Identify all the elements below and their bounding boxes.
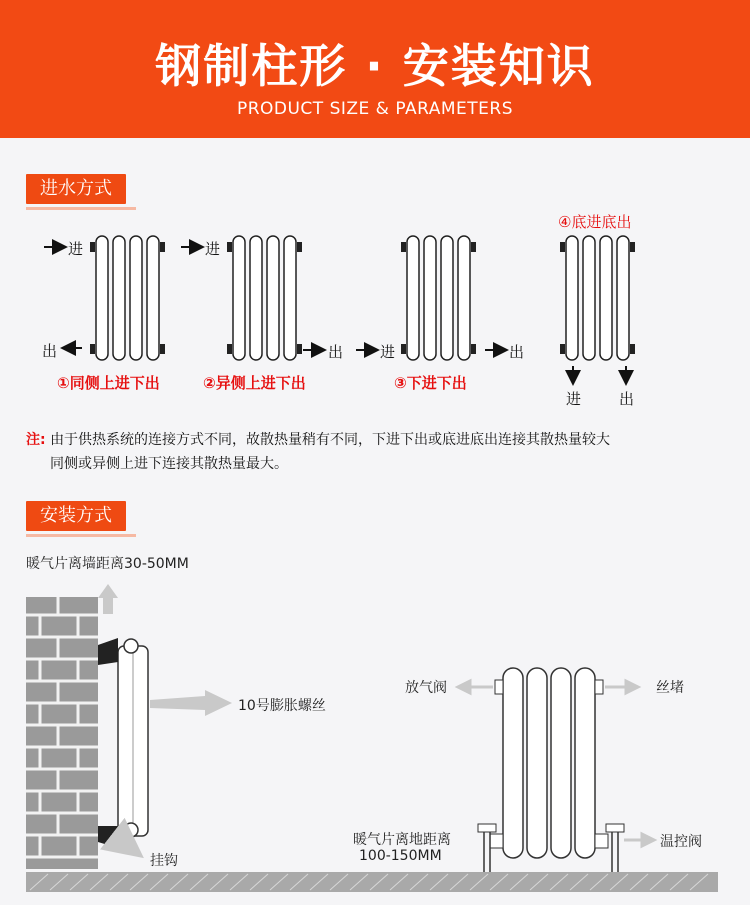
note-text bbox=[26, 428, 610, 476]
radiator-diagram-3 bbox=[356, 236, 505, 360]
note-prefix: 注: bbox=[26, 432, 46, 448]
in-label-3: 进 bbox=[380, 343, 396, 361]
floor bbox=[26, 872, 718, 892]
bolt-label: 10号膨胀螺丝 bbox=[238, 698, 326, 714]
out-label-1: 出 bbox=[42, 342, 58, 360]
in-label-1: 进 bbox=[68, 240, 84, 258]
in-label-2: 进 bbox=[205, 240, 221, 258]
in-label-4: 进 bbox=[566, 390, 582, 408]
radiator-diagram-4 bbox=[560, 236, 635, 382]
plug-label: 丝堵 bbox=[656, 680, 684, 696]
method-caption-1: ①同侧上进下出 bbox=[57, 374, 160, 392]
out-label-4: 出 bbox=[619, 390, 635, 408]
brick-wall bbox=[26, 597, 98, 869]
air-valve-label: 放气阀 bbox=[405, 680, 447, 696]
bolt-arrow-icon bbox=[150, 690, 232, 716]
page-subtitle: PRODUCT SIZE & PARAMETERS bbox=[236, 99, 514, 119]
radiator-front-view bbox=[478, 668, 624, 872]
plug-arrow-icon bbox=[605, 681, 638, 693]
floor-distance-label-2: 100-150MM bbox=[359, 848, 442, 864]
radiator-side-view bbox=[98, 638, 148, 848]
radiator-diagram-1 bbox=[44, 236, 165, 360]
wall-distance-label: 暖气片离墙距离30-50MM bbox=[26, 556, 189, 572]
method-caption-2: ②异侧上进下出 bbox=[203, 374, 306, 392]
out-label-2: 出 bbox=[328, 343, 344, 361]
section-tag-inlet: 进水方式 bbox=[26, 174, 126, 204]
page-title: 钢制柱形 · 安装知识 bbox=[155, 39, 595, 93]
hook-label: 挂钩 bbox=[150, 853, 178, 869]
floor-distance-label-1: 暖气片离地距离 bbox=[353, 832, 451, 848]
up-arrow-icon bbox=[98, 584, 118, 614]
method-caption-4: ④底进底出 bbox=[558, 213, 632, 231]
out-label-3: 出 bbox=[509, 343, 525, 361]
thermo-valve-arrow-icon bbox=[624, 834, 654, 846]
section-tag-install: 安装方式 bbox=[26, 501, 126, 531]
radiator-diagram-2 bbox=[181, 236, 323, 360]
note-line-2: 同侧或异侧上进下连接其散热量最大。 bbox=[50, 456, 288, 472]
air-valve-arrow-icon bbox=[458, 681, 493, 693]
hook-arrow-icon bbox=[118, 838, 136, 852]
thermo-valve-label: 温控阀 bbox=[660, 834, 702, 850]
note-line-1: 由于供热系统的连接方式不同，故散热量稍有不同，下进下出或底进底出连接其散热量较大 bbox=[50, 432, 611, 448]
method-caption-3: ③下进下出 bbox=[394, 374, 467, 392]
